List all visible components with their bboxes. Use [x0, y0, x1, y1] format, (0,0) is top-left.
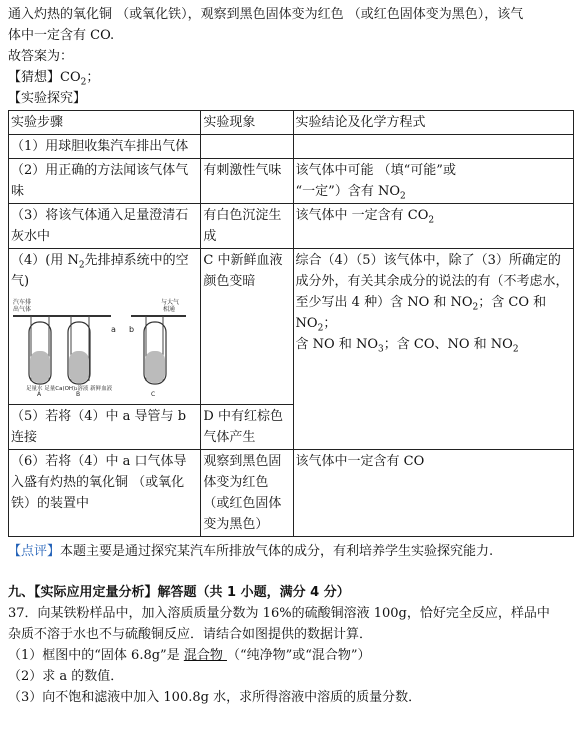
sub1-pre: （1）框图中的“固体 6.8g”是 — [8, 648, 184, 663]
table-row — [9, 450, 574, 537]
row2-conclusion-line2 — [296, 181, 571, 202]
row4-step-post: 先排掉系统中的空气) — [11, 253, 189, 289]
diagram-mark-b: b — [129, 325, 135, 334]
row2-conclusion-sub: 2 — [400, 191, 406, 202]
answer-label: 故答案为： — [8, 49, 74, 64]
diagram-left-label-2: 出气体 — [13, 306, 32, 313]
guess-punct: ； — [86, 70, 100, 85]
diagram-letter-b: B — [76, 391, 81, 396]
subquestion-3: （3）向不饱和滤液中加入 100.8g 水，求所得溶液中溶质的质量分数． — [8, 690, 422, 705]
row4-concl-l3-s: 2 — [472, 302, 479, 313]
diagram-left-label-1: 汽车排 — [13, 299, 32, 306]
row4-concl-l3-a: 至少写出 4 种）含 NO 和 NO — [295, 295, 473, 310]
question-line-2: 杂质不溶于水也不与硫酸铜反应．请结合如图提供的数据计算． — [8, 627, 373, 642]
row4-conclusion — [293, 249, 573, 450]
diagram-right-label-2: 相通 — [163, 306, 176, 313]
question-line-1: 37．向某铁粉样品中，加入溶质质量分数为 16%的硫酸铜溶液 100g，恰好完全反应，样品中 — [8, 606, 550, 621]
row2-step: （2）用正确的方法闻该气体气味 — [9, 159, 201, 204]
row4-step-pre: （4）(用 N — [11, 253, 79, 268]
row4-concl-l4-a: 含 NO 和 NO — [295, 337, 378, 352]
table-header-row — [9, 111, 574, 135]
row4-conclusion-line1: 综合（4）（5）该气体中，除了（3）所确定的 — [295, 253, 561, 268]
table-row — [9, 159, 574, 204]
experiment-table — [8, 110, 574, 537]
guess-line — [8, 67, 574, 88]
row2-conclusion-line1: 该气体中可能 （填“可能”或 — [295, 163, 456, 178]
row6-conclusion: 该气体中一定含有 CO — [293, 450, 573, 537]
row1-phenomenon — [201, 135, 293, 159]
row4-step — [9, 249, 201, 405]
table-row — [9, 135, 574, 159]
section-title: 九、【实际应用定量分析】解答题（共 1 小题，满分 4 分） — [8, 585, 350, 600]
document-page — [8, 4, 574, 708]
guess-label: 【猜想】 — [8, 70, 61, 85]
row3-step: （3）将该气体通入足量澄清石灰水中 — [9, 204, 201, 249]
diagram-letter-c: C — [151, 391, 156, 396]
row6-step: （6）若将（4）中 a 口气体导入盛有灼热的氧化铜 （或氧化铁）的装置中 — [9, 450, 201, 537]
header-conclusion: 实验结论及化学方程式 — [293, 111, 573, 135]
row4-conclusion-line3 — [296, 292, 571, 334]
apparatus-diagram — [11, 296, 191, 396]
subquestion-1 — [8, 645, 574, 666]
row4-conclusion-line4 — [296, 334, 571, 355]
table-row — [9, 204, 574, 249]
header-phenomenon: 实验现象 — [201, 111, 293, 135]
diagram-right-label-1: 与大气 — [161, 299, 180, 306]
row3-conclusion — [293, 204, 573, 249]
row4-concl-l3-c: ； — [323, 316, 337, 331]
diagram-mark-a: a — [111, 325, 116, 334]
diagram-letter-a: A — [37, 391, 42, 396]
row4-concl-l4-s: 3 — [378, 344, 384, 355]
row4-concl-l3-s2: 2 — [317, 323, 324, 334]
row3-phenomenon: 有白色沉淀生成 — [201, 204, 293, 249]
subquestion-2: （2）求 a 的数值． — [8, 669, 124, 684]
guess-subscript: 2 — [80, 77, 87, 88]
row5-phenomenon: D 中有红棕色气体产生 — [201, 405, 293, 450]
comment-line — [8, 541, 574, 562]
row2-conclusion-text: “一定”）含有 NO — [295, 184, 400, 199]
intro-line-2: 体中一定含有 CO. — [8, 28, 115, 43]
row3-conclusion-text: 该气体中 一定含有 CO — [295, 208, 429, 223]
row3-conclusion-sub: 2 — [428, 215, 435, 226]
row4-step-sub: 2 — [78, 260, 85, 271]
guess-value: CO — [60, 70, 81, 85]
intro-line-1: 通入灼热的氧化铜 （或氧化铁），观察到黑色固体变为红色 （或红色固体变为黑色），该气 — [8, 7, 524, 22]
table-row — [9, 249, 574, 405]
explore-label: 【实验探究】 — [8, 91, 87, 106]
row4-step-text — [11, 250, 198, 292]
header-step: 实验步骤 — [9, 111, 201, 135]
row6-phenomenon: 观察到黑色固体变为红色 （或红色固体变为黑色） — [201, 450, 293, 537]
row2-phenomenon: 有刺激性气味 — [201, 159, 293, 204]
row4-concl-l4-s2: 2 — [512, 344, 519, 355]
diagram-bottom-label: 足量水 足量Ca(OH)₂溶液 新鲜血液 — [26, 386, 113, 392]
comment-tag: 【点评】 — [8, 544, 61, 559]
comment-text: 本题主要是通过探究某汽车所排放气体的成分，有利培养学生实验探究能力. — [60, 544, 494, 559]
row4-concl-l4-b: ；含 CO、NO 和 NO — [383, 337, 513, 352]
row4-phenomenon: C 中新鲜血液颜色变暗 — [201, 249, 293, 405]
row4-concl-l3-b: ；含 CO 和 NO — [295, 295, 547, 331]
row1-conclusion — [293, 135, 573, 159]
row2-conclusion — [293, 159, 573, 204]
row4-conclusion-line2: 成分外，有关其余成分的说法的有（不考虑水， — [295, 274, 569, 289]
sub1-post: （“纯净物”或“混合物”） — [226, 648, 371, 663]
sub1-answer-blank: 混合物 — [183, 648, 227, 663]
row1-step: （1）用球胆收集汽车排出气体 — [9, 135, 201, 159]
row5-step: （5）若将（4）中 a 导管与 b 连接 — [9, 405, 201, 450]
